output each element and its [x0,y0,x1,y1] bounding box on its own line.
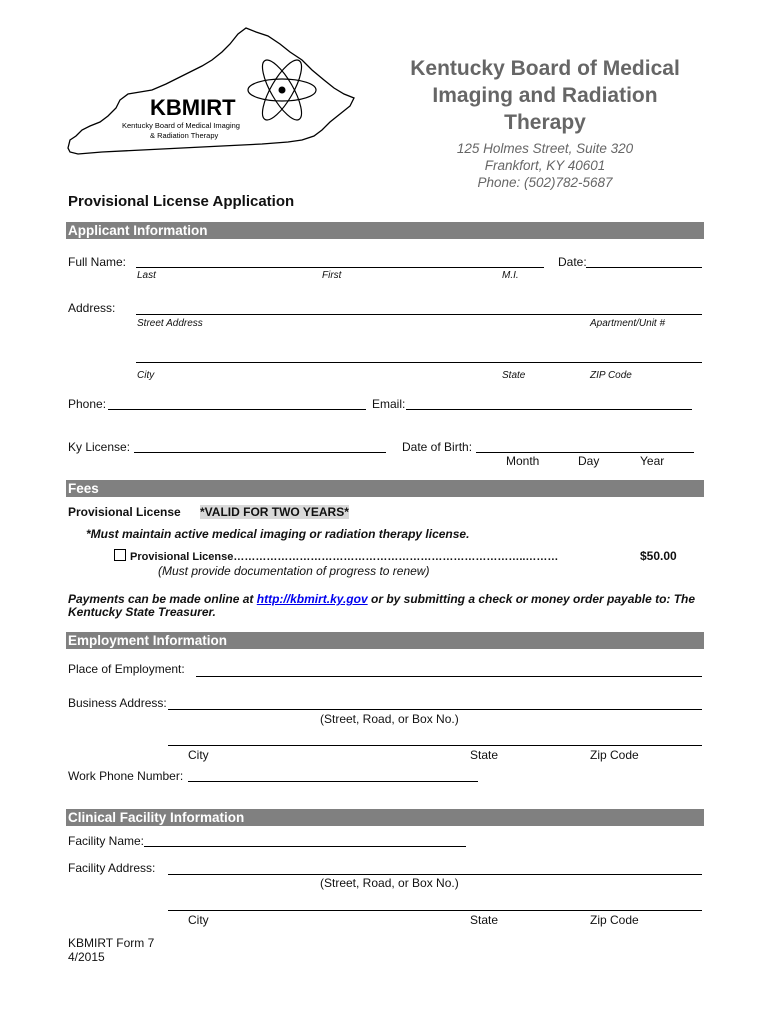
dob-day-caption: Day [578,454,600,468]
payment-instructions-line2: Kentucky State Treasurer. [68,605,216,619]
org-address-line1: 125 Holmes Street, Suite 320 [456,141,634,156]
payment-text-pre: Payments can be made online at [68,592,254,606]
clinical-section-header: Clinical Facility Information [66,809,704,826]
facility-name-field[interactable] [144,846,466,847]
kbmirt-logo [62,22,362,162]
dob-month-caption: Month [506,454,540,468]
logo-abbrev: KBMIRT [150,95,236,120]
first-name-caption: First [322,270,342,281]
full-name-field[interactable] [136,267,544,268]
org-phone: Phone: (502)782-5687 [477,175,613,190]
atom-icon [248,55,316,125]
dob-label: Date of Birth: [402,440,473,454]
place-of-employment-label: Place of Employment: [68,662,185,676]
provisional-license-checkbox[interactable] [114,549,126,561]
business-city-state-zip-field[interactable] [168,745,702,746]
facility-address-label: Facility Address: [68,861,156,875]
provisional-license-option [114,549,704,563]
last-name-caption: Last [137,270,156,281]
zip-caption: ZIP Code [590,370,632,381]
state-caption: State [502,370,526,381]
date-label: Date: [558,255,587,269]
address-label: Address: [68,301,116,315]
street-address-caption: Street Address [137,318,203,329]
renew-documentation-note: (Must provide documentation of progress to renew) [158,564,430,578]
phone-label: Phone: [68,397,107,411]
business-city-caption: City [188,748,209,762]
valid-two-years-note: *VALID FOR TWO YEARS* [200,505,349,519]
org-name-line2: Imaging and Radiation [432,84,658,107]
provisional-license-option-label: Provisional License……………………………………………………………………..……… [130,551,559,563]
provisional-license-label: Provisional License [68,505,181,519]
facility-zip-caption: Zip Code [590,913,639,927]
city-caption: City [137,370,155,381]
employment-section-header: Employment Information [66,632,704,649]
facility-city-caption: City [188,913,209,927]
business-street-caption: (Street, Road, or Box No.) [320,712,459,726]
work-phone-label: Work Phone Number: [68,769,184,783]
business-address-label: Business Address: [68,696,167,710]
must-maintain-note: *Must maintain active medical imaging or radiation therapy license. [86,527,470,541]
logo-line2: & Radiation Therapy [150,131,219,140]
facility-street-caption: (Street, Road, or Box No.) [320,876,459,890]
facility-name-label: Facility Name: [68,834,145,848]
facility-state-caption: State [470,913,499,927]
ky-license-field[interactable] [134,452,386,453]
fees-section-header: Fees [66,480,704,497]
full-name-label: Full Name: [68,255,127,269]
facility-address-field[interactable] [168,874,702,875]
ky-license-label: Ky License: [68,440,131,454]
business-state-caption: State [470,748,499,762]
payment-text-post: or by submitting a check or money order payable to: The [371,592,696,606]
city-state-zip-field[interactable] [136,362,702,363]
form-title: Provisional License Application [68,193,295,210]
email-label: Email: [372,397,406,411]
business-zip-caption: Zip Code [590,748,639,762]
place-of-employment-field[interactable] [196,676,702,677]
dob-year-caption: Year [640,454,665,468]
payment-instructions [68,592,708,606]
dob-field[interactable] [476,452,694,453]
form-number: KBMIRT Form 7 [68,936,155,950]
logo-line1: Kentucky Board of Medical Imaging [122,121,240,130]
middle-initial-caption: M.I. [502,270,519,281]
apartment-caption: Apartment/Unit # [590,318,666,329]
street-address-field[interactable] [136,314,702,315]
org-header [385,55,705,191]
applicant-section-header: Applicant Information [66,222,704,239]
provisional-license-price: $50.00 [640,549,677,563]
org-address-line2: Frankfort, KY 40601 [484,158,606,173]
business-address-field[interactable] [168,709,702,710]
date-field[interactable] [586,267,702,268]
org-name-line3: Therapy [504,111,586,134]
work-phone-field[interactable] [188,781,478,782]
facility-city-state-zip-field[interactable] [168,910,702,911]
form-date: 4/2015 [68,950,105,964]
phone-field[interactable] [108,409,366,410]
email-field[interactable] [406,409,692,410]
org-name-line1: Kentucky Board of Medical [410,57,680,80]
kbmirt-website-link[interactable]: http://kbmirt.ky.gov [256,592,368,606]
